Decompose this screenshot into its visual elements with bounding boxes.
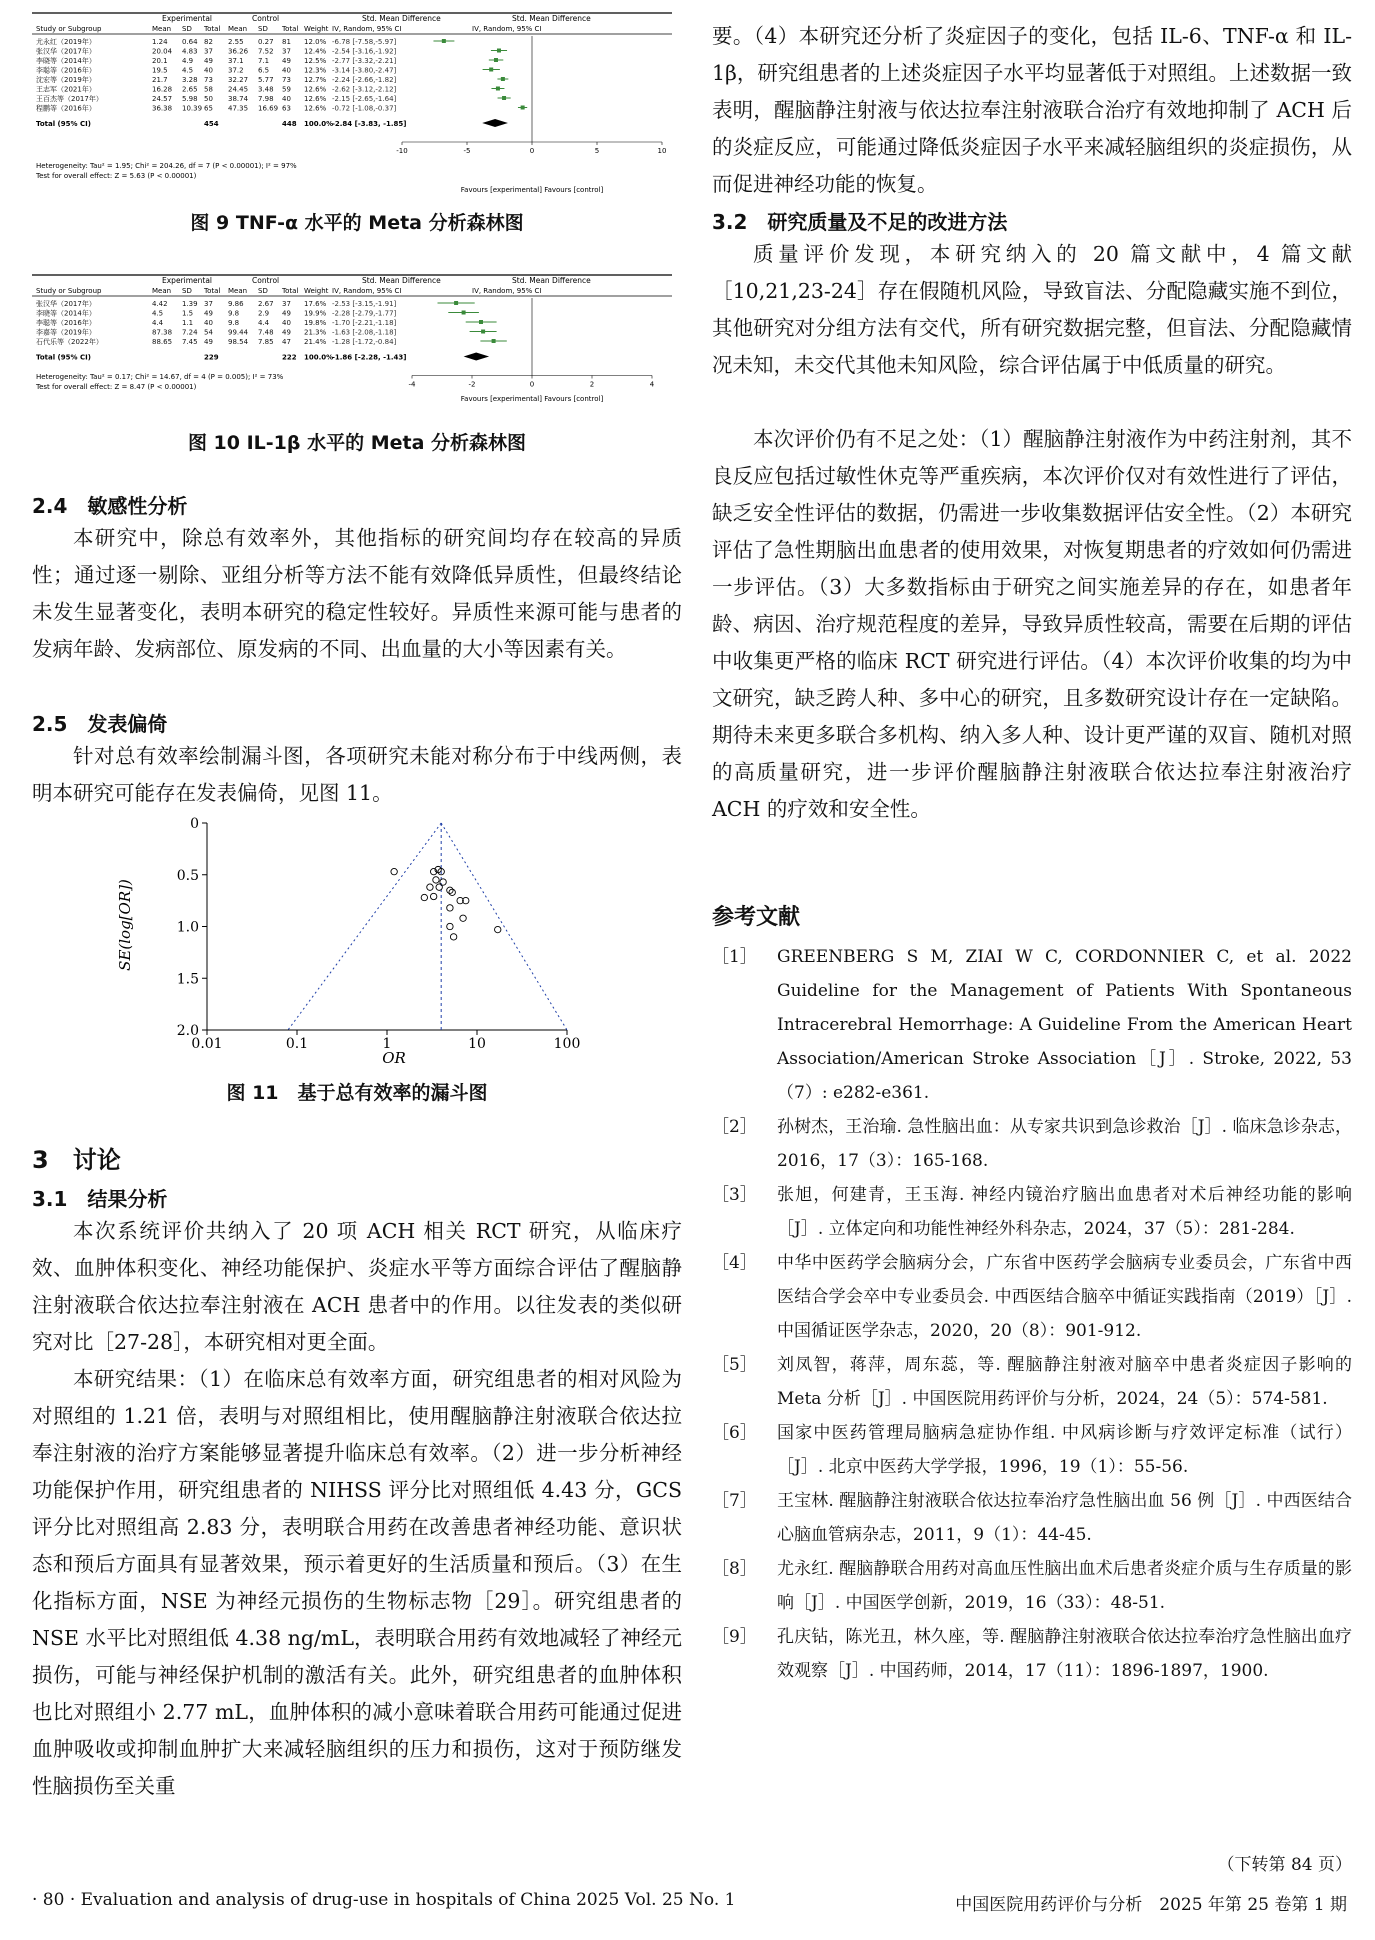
funnel-x-tick-label: 100	[553, 1036, 581, 1052]
fig9-cell: 40	[282, 95, 291, 103]
fig9-col-header: Mean	[228, 25, 248, 33]
fig9-cell: 张汉华（2017年）	[36, 47, 96, 56]
fig9-col-header: Study or Subgroup	[36, 25, 102, 33]
fig9-cell: 4.5	[182, 66, 194, 75]
fig9-cell: 王百杰等（2017年）	[36, 95, 103, 103]
fig9-col-header: Total	[204, 25, 221, 33]
funnel-point	[460, 915, 466, 921]
fig10-col-header: Mean	[228, 287, 248, 295]
fig9-cell: -6.78 [-7.58,-5.97]	[332, 38, 397, 46]
fig9-cell: -2.77 [-3.32,-2.21]	[332, 57, 397, 65]
fig10-cell: 21.4%	[304, 338, 327, 346]
fig10-cell: 99.44	[228, 328, 249, 337]
funnel-ylabel: SE(log[OR])	[116, 879, 134, 971]
fig9-col-header: Weight	[304, 25, 329, 33]
fig9-cell: 7.1	[258, 57, 270, 65]
fig9-axis-tick-label: 10	[657, 147, 667, 155]
references-title: 参考文献	[712, 905, 801, 930]
reference-number: ［1］	[712, 947, 757, 967]
fig10-cell: 54	[204, 328, 213, 337]
fig10-cell: -1.28 [-1.72,-0.84]	[332, 338, 397, 346]
section-2-4-title: 2.4 敏感性分析	[32, 494, 188, 518]
fig10-cell: 47	[282, 338, 291, 346]
fig9-total-weight: 100.0%	[304, 120, 334, 128]
fig9-cell: 12.6%	[304, 95, 327, 103]
fig9-cell: 37	[204, 47, 213, 56]
funnel-y-tick-label: 1.0	[176, 919, 199, 936]
fig9-cell: 4.9	[182, 57, 194, 65]
fig10-cell: 4.4	[258, 319, 270, 327]
funnel-point	[427, 884, 433, 890]
fig10-cell: 87.38	[152, 328, 173, 337]
fig9-axis-tick-label: 5	[594, 147, 600, 155]
fig9-axis-tick-label: 0	[529, 147, 535, 155]
reference-item	[712, 1552, 1352, 1620]
fig10-cell: 9.8	[228, 319, 240, 327]
fig9-cell: 36.26	[228, 47, 249, 56]
fig10-col-header: SD	[182, 287, 192, 295]
fig10-cell: -2.53 [-3.15,-1.91]	[332, 300, 397, 308]
section-3-2-para-1: 质量评价发现，本研究纳入的 20 篇文献中，4 篇文献［10,21,23-24］存在假随机风险，导致盲法、分配隐藏实施不到位，其他研究对分组方法有交代，所有研究数据完整，但盲法、分配隐藏情况未知，未交代其他未知风险，综合评估属于中低质量的研究。	[712, 242, 1352, 377]
fig9-cell: 20.04	[152, 47, 173, 56]
reference-item	[712, 1246, 1352, 1348]
fig9-cell: 49	[282, 57, 291, 65]
fig9-cell: 12.7%	[304, 76, 327, 84]
fig9-point	[521, 106, 525, 110]
fig10-col-header: IV, Random, 95% CI	[472, 287, 542, 295]
reference-item	[712, 1110, 1352, 1178]
fig9-col-header: SD	[182, 25, 192, 33]
fig10-cell: 19.8%	[304, 319, 327, 327]
fig10-cell: 李聪等（2016年）	[36, 319, 96, 327]
fig9-cell: 40	[204, 66, 213, 75]
fig9-cell: 63	[282, 104, 291, 113]
funnel-left-bound	[288, 823, 441, 1030]
fig10-cell: 49	[282, 328, 291, 337]
fig9-cell: 1.24	[152, 38, 168, 46]
fig9-cell: 37	[282, 47, 291, 56]
references-list	[712, 940, 1352, 1688]
fig10-cell: 1.5	[182, 309, 194, 318]
fig9-point	[497, 49, 501, 53]
fig9-cell: -3.14 [-3.80,-2.47]	[332, 66, 397, 75]
fig9-point	[496, 87, 500, 91]
fig9-cell: 10.39	[182, 104, 203, 113]
fig10-total-ctl: 222	[282, 353, 297, 362]
fig9-cell: 5.77	[258, 76, 274, 84]
reference-item	[712, 1178, 1352, 1246]
funnel-point	[447, 905, 453, 911]
section-3-2-para-2: 本次评价仍有不足之处：（1）醒脑静注射液作为中药注射剂，其不良反应包括过敏性休克等严重疾病，本次评价仅对有效性进行了评估，缺乏安全性评估的数据，仍需进一步收集数据评估安全性。（2）本研究评估了急性期脑出血患者的使用效果，对恢复期患者的疗效如何仍需进一步评估。（3）大多数指标由于研究之间实施差异的存在，如患者年龄、病因、治疗规范程度的差异，导致异质性较高，需要在后期的评估中收集更严格的临床 RCT 研究进行评估。（4）本次评价收集的均为中文研究，缺乏跨人种、多中心的研究，且多数研究设计存在一定缺陷。期待未来更多联合多机构、纳入多人种、设计更严谨的双盲、随机对照的高质量研究，进一步评价醒脑静注射液联合依达拉奉注射液治疗 ACH 的疗效和安全性。	[712, 427, 1352, 821]
fig9-caption: 图 9 TNF-α 水平的 Meta 分析森林图	[190, 212, 524, 234]
fig10-overall: Test for overall effect: Z = 8.47 (P < 0.00001)	[36, 383, 197, 391]
fig10-cell: 2.9	[258, 309, 270, 318]
fig9-cell: 73	[204, 76, 213, 84]
fig9-cell: 李聪等（2016年）	[36, 66, 96, 75]
fig10-col-header: Weight	[304, 287, 329, 295]
fig10-axis-tick-label: 2	[589, 380, 595, 389]
fig9-cell: -2.24 [-2.66,-1.82]	[332, 76, 397, 84]
reference-item	[712, 1348, 1352, 1416]
funnel-x-tick-label: 0.01	[191, 1036, 223, 1052]
fig10-cell: 88.65	[152, 338, 173, 346]
fig10-cell: -1.70 [-2.21,-1.18]	[332, 319, 397, 327]
figure-9	[32, 8, 682, 208]
fig10-cell: 张汉华（2017年）	[36, 300, 96, 308]
reference-number: ［6］	[712, 1423, 757, 1443]
fig9-cell: 7.98	[258, 95, 274, 103]
fig9-group-ctl: Control	[252, 14, 280, 23]
fig9-total-exp: 454	[204, 120, 219, 128]
fig9-cell: 7.52	[258, 47, 274, 56]
fig10-cell: 1.39	[182, 300, 198, 308]
fig9-cell: 12.5%	[304, 57, 327, 65]
fig10-cell: 19.9%	[304, 309, 327, 318]
fig10-total-label: Total (95% CI)	[36, 353, 91, 362]
fig9-cell: 16.69	[258, 104, 279, 113]
fig9-cell: 73	[282, 76, 291, 84]
section-3-1-para-2: 本研究结果：（1）在临床总有效率方面，研究组患者的相对风险为对照组的 1.21 倍，表明与对照组相比，使用醒脑静注射液联合依达拉奉注射液的治疗方案能够显著提升临床总有效率。（2）进一步分析神经功能保护作用，研究组患者的 NIHSS 评分比对照组低 4.43 分，GCS 评分比对照组高 2.83 分，表明联合用药在改善患者神经功能、意识状态和预后方面具有显著效果，预示着更好的生活质量和预后。（3）在生化指标方面，NSE 为神经元损伤的生物标志物［29］。研究组患者的 NSE 水平比对照组低 4.38 ng/mL，表明联合用药有效地减轻了神经元损伤，可能与神经保护机制的激活有关。此外，研究组患者的血肿体积也比对照组小 2.77 mL，血肿体积的减小意味着联合用药可能通过促进血肿吸收或抑制血肿扩大来减轻脑组织的压力和损伤，这对于预防继发性脑损伤至关重	[32, 1367, 682, 1798]
fig10-cell: 4.5	[152, 309, 164, 318]
fig10-total-exp: 229	[204, 353, 219, 362]
fig9-cell: 王志军（2021年）	[36, 85, 96, 94]
fig10-cell: 49	[204, 338, 213, 346]
fig9-point	[442, 39, 446, 43]
reference-number: ［4］	[712, 1253, 757, 1273]
fig9-cell: 82	[204, 38, 213, 46]
fig9-cell: 李晓等（2014年）	[36, 57, 96, 65]
reference-text: 刘凤智，蒋萍，周东蕊，等. 醒脑静注射液对脑卒中患者炎症因子影响的 Meta 分析［J］. 中国医院用药评价与分析，2024，24（5）：574-581.	[777, 1355, 1352, 1409]
fig9-cell: 38.74	[228, 95, 249, 103]
fig10-axis-tick-label: -2	[468, 380, 476, 389]
fig9-cell: 6.5	[258, 66, 270, 75]
fig10-cell: 7.45	[182, 338, 198, 346]
fig9-cell: 50	[204, 95, 213, 103]
chapter-3-title: 3 讨论	[32, 1146, 121, 1174]
fig10-cell: 7.24	[182, 328, 198, 337]
fig9-total-ctl: 448	[282, 120, 297, 128]
fig10-cell: 7.85	[258, 338, 274, 346]
section-3-1-continued: 要。（4）本研究还分析了炎症因子的变化，包括 IL-6、TNF-α 和 IL-1β，研究组患者的上述炎症因子水平均显著低于对照组。上述数据一致表明，醒脑静注射液与依达拉奉注射液联合治疗有效地抑制了 ACH 后的炎症反应，可能通过降低炎症因子水平来减轻脑组织的炎症损伤，从而促进神经功能的恢复。	[712, 24, 1352, 196]
fig10-group-ctl: Control	[252, 276, 280, 285]
fig9-diamond	[482, 119, 508, 127]
reference-number: ［8］	[712, 1559, 757, 1579]
fig10-cell: 17.6%	[304, 300, 327, 308]
fig9-col-header: IV, Random, 95% CI	[472, 25, 542, 33]
fig10-col-header: SD	[258, 287, 268, 295]
fig10-col-header: Mean	[152, 287, 172, 295]
fig10-axis-tick-label: 0	[529, 380, 535, 389]
fig9-group-smd2: Std. Mean Difference	[512, 14, 591, 23]
funnel-point	[430, 893, 436, 899]
fig9-cell: 16.28	[152, 85, 173, 94]
fig9-group-smd: Std. Mean Difference	[362, 14, 441, 23]
section-2-4-body: 本研究中，除总有效率外，其他指标的研究间均存在较高的异质性；通过逐一剔除、亚组分析等方法不能有效降低异质性，但最终结论未发生显著变化，表明本研究的稳定性较好。异质性来源可能与患者的发病年龄、发病部位、原发病的不同、出血量的大小等因素有关。	[32, 526, 682, 661]
fig10-group-smd: Std. Mean Difference	[362, 276, 441, 285]
funnel-y-tick-label: 1.5	[176, 971, 199, 988]
funnel-point	[447, 923, 453, 929]
funnel-x-tick-label: 1	[382, 1036, 392, 1052]
fig9-point	[501, 77, 505, 81]
fig10-favours: Favours [experimental] Favours [control]	[460, 395, 604, 403]
fig9-cell: 5.98	[182, 95, 198, 103]
fig10-col-header: IV, Random, 95% CI	[332, 287, 402, 295]
fig10-cell: 37	[204, 300, 213, 308]
section-2-5-body: 针对总有效率绘制漏斗图，各项研究未能对称分布于中线两侧，表明本研究可能存在发表偏倚，见图 11。	[32, 744, 682, 805]
fig9-cell: 40	[282, 66, 291, 75]
fig9-cell: 3.28	[182, 76, 198, 84]
funnel-point	[436, 884, 442, 890]
reference-item	[712, 1416, 1352, 1484]
footer-right: 中国医院用药评价与分析 2025 年第 25 卷第 1 期	[955, 1895, 1347, 1915]
footer-left: · 80 · Evaluation and analysis of drug-use in hospitals of China 2025 Vol. 25 No. 1	[32, 1890, 736, 1910]
fig10-axis-tick-label: -4	[408, 380, 416, 389]
fig9-cell: 程鹏等（2016年）	[36, 104, 96, 113]
fig9-total-label: Total (95% CI)	[36, 120, 91, 128]
fig9-cell: 58	[204, 85, 213, 94]
funnel-point	[391, 868, 397, 874]
fig9-heterogeneity: Heterogeneity: Tau² = 1.95; Chi² = 204.26, df = 7 (P < 0.00001); I² = 97%	[36, 162, 297, 170]
fig10-cell: 49	[282, 309, 291, 318]
funnel-x-tick-label: 0.1	[285, 1036, 309, 1052]
fig10-cell: 2.67	[258, 300, 274, 308]
funnel-point	[450, 934, 456, 940]
reference-item	[712, 1484, 1352, 1552]
fig9-point	[502, 96, 506, 100]
fig10-col-header: Study or Subgroup	[36, 287, 102, 295]
fig10-point	[479, 320, 483, 324]
funnel-xlabel: OR	[382, 1049, 406, 1067]
reference-text: 尤永红. 醒脑静联合用药对高血压性脑出血术后患者炎症介质与生存质量的影响［J］. 中国医学创新，2019，16（33）：48-51.	[777, 1559, 1352, 1613]
fig9-favours: Favours [experimental] Favours [control]	[460, 186, 604, 194]
fig9-cell: 0.27	[258, 38, 274, 46]
fig10-group-smd2: Std. Mean Difference	[512, 276, 591, 285]
fig10-group-exp: Experimental	[162, 276, 213, 285]
reference-item	[712, 940, 1352, 1110]
fig9-cell: 37.2	[228, 66, 244, 75]
fig10-diamond	[464, 353, 490, 361]
forest-plot-il1b	[32, 270, 682, 410]
fig9-cell: 59	[282, 85, 291, 94]
fig9-col-header: SD	[258, 25, 268, 33]
fig10-cell: 李晓等（2014年）	[36, 309, 96, 318]
fig10-cell: 49	[204, 309, 213, 318]
fig9-cell: 81	[282, 38, 291, 46]
fig9-cell: -2.15 [-2.65,-1.64]	[332, 95, 397, 103]
fig10-cell: 40	[282, 319, 291, 327]
fig9-cell: 37.1	[228, 57, 244, 65]
fig9-cell: 12.6%	[304, 85, 327, 94]
fig9-cell: 19.5	[152, 66, 168, 75]
fig9-cell: 47.35	[228, 104, 249, 113]
fig9-cell: 20.1	[152, 57, 168, 65]
fig9-cell: 2.55	[228, 38, 244, 46]
fig9-cell: 21.7	[152, 76, 168, 84]
reference-number: ［9］	[712, 1627, 757, 1647]
funnel-plot	[112, 805, 612, 1075]
fig10-cell: 9.86	[228, 300, 244, 308]
fig10-point	[454, 301, 458, 305]
fig9-col-header: IV, Random, 95% CI	[332, 25, 402, 33]
reference-number: ［7］	[712, 1491, 757, 1511]
fig9-cell: 32.27	[228, 76, 249, 84]
reference-text: 孙树杰，王治瑜. 急性脑出血：从专家共识到急诊救治［J］. 临床急诊杂志，2016，17（3）：165-168.	[777, 1117, 1352, 1171]
figure-10	[32, 270, 682, 410]
fig10-cell: 4.42	[152, 300, 168, 308]
continued-note: （下转第 84 页）	[1217, 1855, 1352, 1875]
reference-text: 中华中医药学会脑病分会，广东省中医药学会脑病专业委员会，广东省中西医结合学会卒中专业委员会. 中西医结合脑卒中循证实践指南（2019）［J］. 中国循证医学杂志，2020，20（8）：901-912.	[777, 1253, 1352, 1341]
figure-11	[112, 805, 612, 1075]
fig10-cell: 石代乐等（2022年）	[36, 338, 103, 346]
funnel-right-bound	[441, 823, 567, 1030]
fig10-cell: 李嘉等（2019年）	[36, 328, 96, 337]
fig10-col-header: Total	[282, 287, 299, 295]
fig10-axis-tick-label: 4	[649, 380, 655, 389]
fig10-cell: 4.4	[152, 319, 164, 327]
fig9-total-ci: -2.84 [-3.83, -1.85]	[332, 120, 407, 128]
section-2-5-title: 2.5 发表偏倚	[32, 712, 168, 736]
fig10-cell: -2.28 [-2.79,-1.77]	[332, 309, 397, 318]
fig10-cell: 40	[204, 319, 213, 327]
fig10-cell: 37	[282, 300, 291, 308]
fig9-axis-tick-label: -5	[463, 147, 471, 155]
fig10-cell: 7.48	[258, 328, 274, 337]
fig9-overall: Test for overall effect: Z = 5.63 (P < 0.00001)	[36, 172, 197, 180]
reference-item	[712, 1620, 1352, 1688]
fig10-cell: -1.63 [-2.08,-1.18]	[332, 328, 397, 337]
fig10-cell: 9.8	[228, 309, 240, 318]
fig9-cell: 36.38	[152, 104, 173, 113]
fig10-heterogeneity: Heterogeneity: Tau² = 0.17; Chi² = 14.67, df = 4 (P = 0.005); I² = 73%	[36, 373, 284, 381]
forest-plot-tnf	[32, 8, 682, 208]
funnel-point	[421, 894, 427, 900]
fig10-cell: 1.1	[182, 319, 194, 327]
fig9-cell: 4.83	[182, 47, 198, 56]
fig9-cell: 12.6%	[304, 104, 327, 113]
funnel-y-tick-label: 0.5	[176, 867, 199, 884]
fig10-total-weight: 100.0%	[304, 353, 334, 362]
fig10-point	[492, 339, 496, 343]
section-3-1-title: 3.1 结果分析	[32, 1187, 168, 1211]
fig9-axis-tick-label: -10	[396, 147, 408, 155]
fig9-cell: 尤永红（2019年）	[36, 38, 96, 46]
fig10-col-header: Total	[204, 287, 221, 295]
reference-text: 张旭，何建青，王玉海. 神经内镜治疗脑出血患者对术后神经功能的影响［J］. 立体定向和功能性神经外科杂志，2024，37（5）：281-284.	[777, 1185, 1352, 1239]
fig9-cell: 3.48	[258, 85, 274, 94]
fig9-cell: -2.54 [-3.16,-1.92]	[332, 47, 397, 56]
fig10-caption: 图 10 IL-1β 水平的 Meta 分析森林图	[187, 432, 527, 454]
fig10-cell: 98.54	[228, 338, 249, 346]
fig9-point	[489, 68, 493, 72]
reference-text: GREENBERG S M, ZIAI W C, CORDONNIER C, et al. 2022 Guideline for the Management of Patients With Spontaneous Intracerebral Hemorrhage: A Guideline From the American Heart Association/American Stroke Association［J］. Stroke, 2022, 53（7）: e282-e361.	[777, 947, 1352, 1103]
fig9-cell: 12.4%	[304, 47, 327, 56]
reference-text: 孔庆钻，陈光丑，林久座，等. 醒脑静注射液联合依达拉奉治疗急性脑出血疗效观察［J］. 中国药师，2014，17（11）：1896-1897，1900.	[777, 1627, 1352, 1681]
funnel-point	[495, 926, 501, 932]
funnel-y-tick-label: 2.0	[176, 1023, 199, 1039]
reference-number: ［5］	[712, 1355, 757, 1375]
fig9-cell: 24.45	[228, 85, 249, 94]
funnel-point	[433, 877, 439, 883]
fig10-point	[481, 330, 485, 334]
fig9-cell: 沈宏等（2019年）	[36, 76, 96, 84]
fig9-cell: 24.57	[152, 95, 173, 103]
fig9-col-header: Total	[282, 25, 299, 33]
fig9-group-exp: Experimental	[162, 14, 213, 23]
funnel-x-tick-label: 10	[468, 1036, 486, 1052]
fig9-cell: -0.72 [-1.08,-0.37]	[332, 104, 397, 113]
fig9-cell: 2.65	[182, 85, 198, 94]
fig9-col-header: Mean	[152, 25, 172, 33]
reference-number: ［3］	[712, 1185, 757, 1205]
fig9-point	[494, 58, 498, 62]
fig10-point	[462, 311, 466, 315]
section-3-1-para-1: 本次系统评价共纳入了 20 项 ACH 相关 RCT 研究，从临床疗效、血肿体积变化、神经功能保护、炎症水平等方面综合评估了醒脑静注射液联合依达拉奉注射液在 ACH 患者中的作用。以往发表的类似研究对比［27-28］，本研究相对更全面。	[32, 1219, 682, 1354]
reference-number: ［2］	[712, 1117, 757, 1137]
funnel-y-tick-label: 0	[190, 816, 199, 832]
section-3-2-title: 3.2 研究质量及不足的改进方法	[712, 210, 1008, 234]
fig9-cell: 0.64	[182, 38, 198, 46]
fig9-cell: 49	[204, 57, 213, 65]
fig9-cell: -2.62 [-3.12,-2.12]	[332, 85, 397, 94]
fig10-cell: 21.3%	[304, 328, 327, 337]
fig9-cell: 12.3%	[304, 66, 327, 75]
reference-text: 国家中医药管理局脑病急症协作组. 中风病诊断与疗效评定标准（试行）［J］. 北京中医药大学学报，1996，19（1）：55-56.	[777, 1423, 1352, 1477]
fig9-cell: 12.0%	[304, 38, 327, 46]
fig11-caption: 图 11 基于总有效率的漏斗图	[226, 1082, 488, 1104]
reference-text: 王宝林. 醒脑静注射液联合依达拉奉治疗急性脑出血 56 例［J］. 中西医结合心脑血管病杂志，2011，9（1）：44-45.	[777, 1491, 1352, 1545]
fig9-cell: 65	[204, 104, 213, 113]
fig10-total-ci: -1.86 [-2.28, -1.43]	[332, 353, 407, 362]
